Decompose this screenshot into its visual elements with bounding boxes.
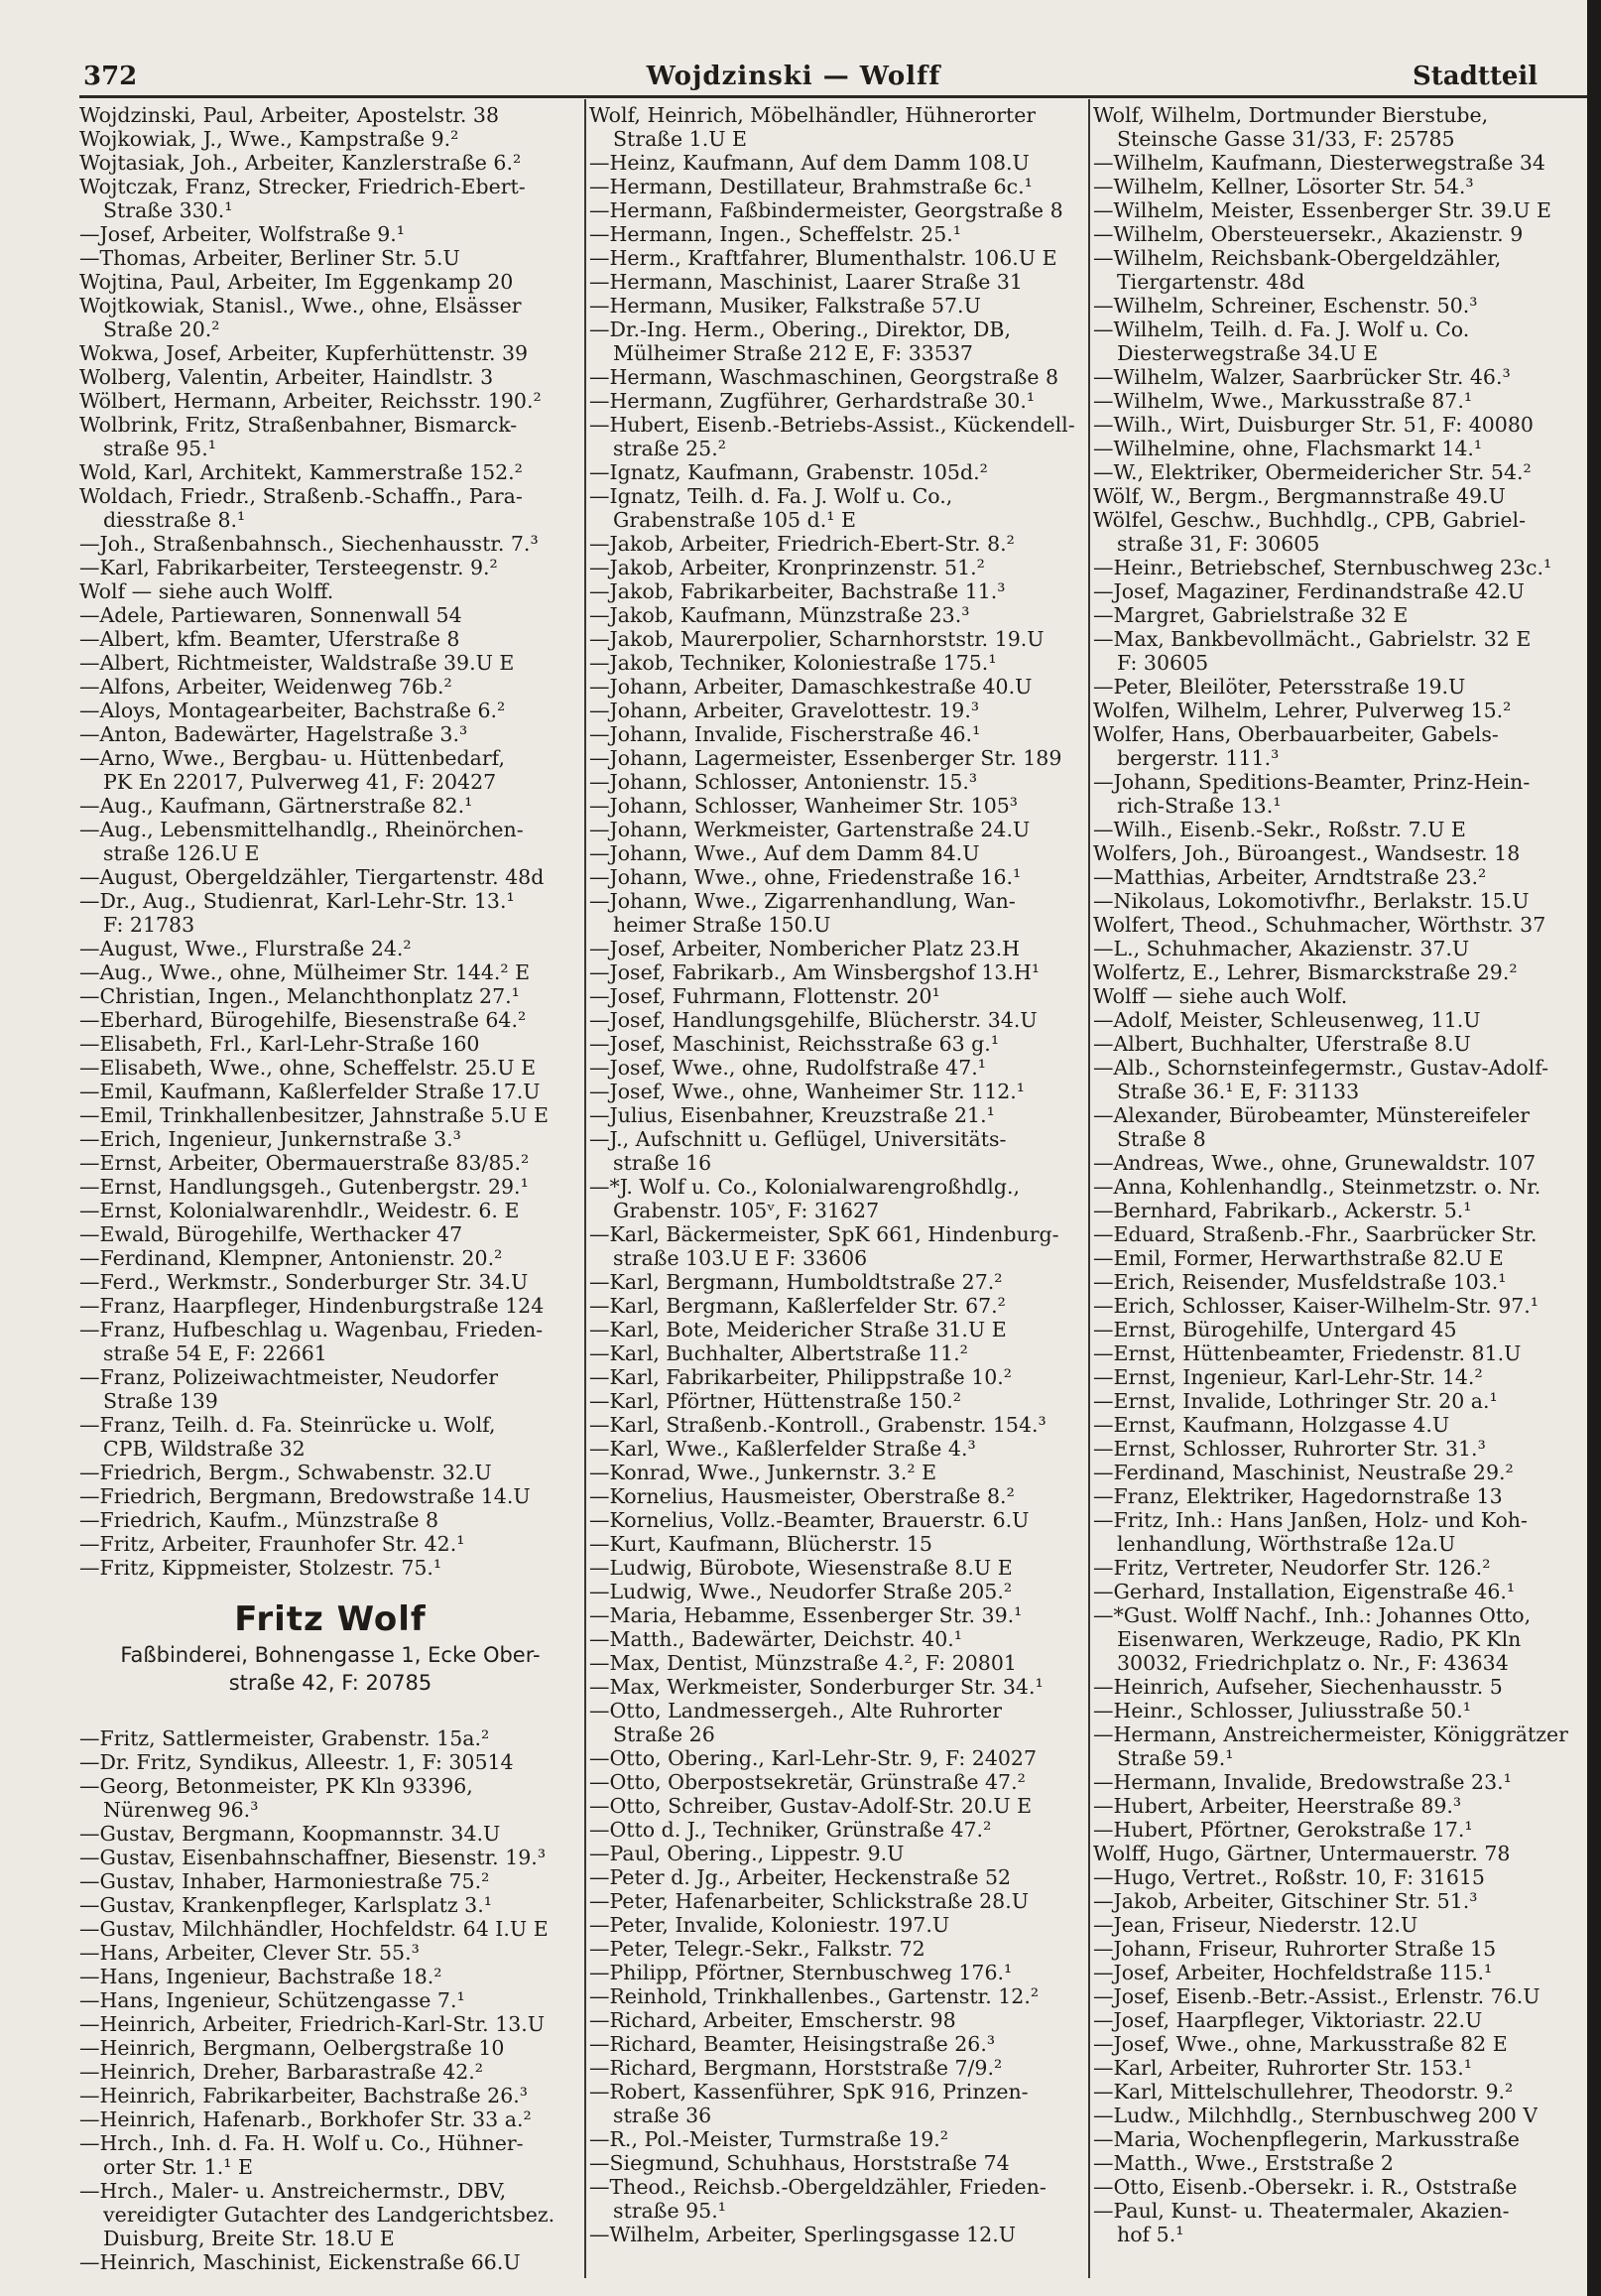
directory-entry: —Ignatz, Kaufmann, Grabenstr. 105d.² [589, 460, 988, 484]
directory-entry: —Ignatz, Teilh. d. Fa. J. Wolf u. Co., [589, 484, 953, 508]
directory-entry: —Ludwig, Wwe., Neudorfer Straße 205.² [589, 1580, 1013, 1603]
column-divider [584, 99, 586, 2278]
directory-entry: —Hugo, Vertret., Roßstr. 10, F: 31615 [1093, 1865, 1485, 1889]
ad-text-line: Faßbinderei, Bohnengasse 1, Ecke Ober- [120, 1643, 541, 1667]
directory-entry: —Josef, Eisenb.-Betr.-Assist., Erlenstr. 76.U [1093, 1984, 1540, 2008]
directory-entry: —Aug., Wwe., ohne, Mülheimer Str. 144.² E [79, 960, 531, 984]
directory-entry: —Bernhard, Fabrikarb., Ackerstr. 5.¹ [1093, 1199, 1472, 1222]
directory-entry: —Max, Dentist, Münzstraße 4.², F: 20801 [589, 1651, 1017, 1675]
directory-entry: Wojtkowiak, Stanisl., Wwe., ohne, Elsässer [79, 294, 522, 318]
directory-entry: —Alexander, Bürobeamter, Münstereifeler [1093, 1103, 1531, 1127]
directory-entry-continuation: straße 36 [613, 2104, 712, 2127]
directory-entry: —Gustav, Bergmann, Koopmannstr. 34.U [79, 1822, 501, 1846]
directory-entry: —Ernst, Schlosser, Ruhrorter Str. 31.³ [1093, 1437, 1486, 1461]
directory-entry: —Johann, Lagermeister, Essenberger Str. 189 [589, 746, 1062, 770]
page-header [0, 58, 1587, 97]
directory-entry-continuation: Straße 59.¹ [1117, 1746, 1234, 1770]
directory-entry: —Hermann, Invalide, Bredowstraße 23.¹ [1093, 1770, 1512, 1794]
directory-entry: —Heinrich, Maschinist, Eickenstraße 66.U [79, 2250, 521, 2274]
directory-entry-continuation: straße 31, F: 30605 [1117, 532, 1320, 556]
directory-entry: —Emil, Trinkhallenbesitzer, Jahnstraße 5.U E [79, 1103, 549, 1127]
page-number: 372 [83, 62, 138, 91]
directory-entry: —Herm., Kraftfahrer, Blumenthalstr. 106.U E [589, 246, 1057, 270]
book-spine [1587, 0, 1601, 2296]
directory-entry: —Richard, Arbeiter, Emscherstr. 98 [589, 2008, 956, 2032]
directory-entry: —Philipp, Pförtner, Sternbuschweg 176.¹ [589, 1961, 1013, 1984]
directory-entry: Wolfert, Theod., Schuhmacher, Wörthstr. 37 [1093, 913, 1546, 937]
directory-entry: —Heinrich, Aufseher, Siechenhausstr. 5 [1093, 1675, 1503, 1699]
directory-entry: Wölbert, Hermann, Arbeiter, Reichsstr. 190.² [79, 389, 542, 413]
directory-entry: Wold, Karl, Architekt, Kammerstraße 152.² [79, 460, 523, 484]
page-title: Wojdzinski — Wolff [646, 62, 941, 91]
directory-entry: —Friedrich, Kaufm., Münzstraße 8 [79, 1508, 439, 1532]
directory-entry: —W., Elektriker, Obermeidericher Str. 54.² [1093, 460, 1532, 484]
directory-entry: —Reinhold, Trinkhallenbes., Gartenstr. 12.² [589, 1984, 1040, 2008]
directory-column-3 [1093, 99, 1587, 2282]
directory-entry-continuation: straße 54 E, F: 22661 [103, 1341, 327, 1365]
directory-entry: —Karl, Buchhalter, Albertstraße 11.² [589, 1341, 968, 1365]
directory-entry: —R., Pol.-Meister, Turmstraße 19.² [589, 2127, 948, 2151]
directory-entry: —Karl, Bäckermeister, SpK 661, Hindenburg- [589, 1222, 1059, 1246]
directory-entry: —Dr. Fritz, Syndikus, Alleestr. 1, F: 30514 [79, 1750, 514, 1774]
directory-entry: —Aug., Lebensmittelhandlg., Rheinörchen- [79, 818, 524, 841]
directory-entry: Wölfel, Geschw., Buchhdlg., CPB, Gabriel- [1093, 508, 1527, 532]
directory-entry: —Wilh., Wirt, Duisburger Str. 51, F: 40080 [1093, 413, 1534, 437]
directory-entry-continuation: CPB, Wildstraße 32 [103, 1437, 306, 1461]
directory-entry: —Karl, Wwe., Kaßlerfelder Straße 4.³ [589, 1437, 976, 1461]
directory-entry: —Jakob, Arbeiter, Gitschiner Str. 51.³ [1093, 1889, 1478, 1913]
directory-entry: —Josef, Arbeiter, Wolfstraße 9.¹ [79, 222, 406, 246]
directory-entry: —Franz, Hufbeschlag u. Wagenbau, Frieden- [79, 1318, 544, 1341]
directory-entry: —Josef, Fuhrmann, Flottenstr. 20¹ [589, 984, 940, 1008]
directory-entry-continuation: Tiergartenstr. 48d [1117, 270, 1305, 294]
directory-entry: —Jakob, Arbeiter, Friedrich-Ebert-Str. 8.² [589, 532, 1015, 556]
directory-entry: —Ludw., Milchhdlg., Sternbuschweg 200 V [1093, 2104, 1539, 2127]
directory-entry-continuation: Eisenwaren, Werkzeuge, Radio, PK Kln [1117, 1627, 1522, 1651]
directory-entry: —Albert, Buchhalter, Uferstraße 8.U [1093, 1032, 1471, 1056]
directory-entry: —Wilhelm, Wwe., Markusstraße 87.¹ [1093, 389, 1473, 413]
directory-entry: —Fritz, Arbeiter, Fraunhofer Str. 42.¹ [79, 1532, 465, 1556]
directory-entry: —Ferdinand, Maschinist, Neustraße 29.² [1093, 1461, 1514, 1484]
directory-entry-continuation: Duisburg, Breite Str. 18.U E [103, 2227, 395, 2250]
directory-entry: —Josef, Wwe., ohne, Markusstraße 82 E [1093, 2032, 1508, 2056]
directory-entry-continuation: Grabenstraße 105 d.¹ E [613, 508, 856, 532]
directory-entry: —Alb., Schornsteinfegermstr., Gustav-Adolf- [1093, 1056, 1548, 1080]
directory-entry: —Josef, Haarpfleger, Viktoriastr. 22.U [1093, 2008, 1483, 2032]
directory-entry: —Karl, Fabrikarbeiter, Philippstraße 10.² [589, 1365, 1013, 1389]
directory-entry: —Wilhelm, Meister, Essenberger Str. 39.U E [1093, 198, 1552, 222]
ad-title: Fritz Wolf [234, 1599, 427, 1639]
directory-entry-continuation: rich-Straße 13.¹ [1117, 794, 1282, 818]
directory-entry: —Franz, Teilh. d. Fa. Steinrücke u. Wolf, [79, 1413, 496, 1437]
directory-entry-continuation: straße 16 [613, 1151, 712, 1175]
directory-entry: —Peter d. Jg., Arbeiter, Heckenstraße 52 [589, 1865, 1012, 1889]
directory-entry-continuation: hof 5.¹ [1117, 2223, 1184, 2246]
directory-entry-continuation: orter Str. 1.¹ E [103, 2155, 253, 2179]
directory-entry: —Ludwig, Bürobote, Wiesenstraße 8.U E [589, 1556, 1013, 1580]
directory-entry: Wolfertz, E., Lehrer, Bismarckstraße 29.² [1093, 960, 1518, 984]
directory-entry: —Margret, Gabrielstraße 32 E [1093, 603, 1409, 627]
column-divider [1088, 99, 1090, 2278]
directory-entry: —Josef, Wwe., ohne, Wanheimer Str. 112.¹ [589, 1080, 1026, 1103]
directory-entry-continuation: Straße 1.U E [613, 127, 747, 151]
directory-entry: —Kurt, Kaufmann, Blücherstr. 15 [589, 1532, 932, 1556]
directory-entry: —Wilhelm, Kaufmann, Diesterwegstraße 34 [1093, 151, 1545, 175]
directory-entry: —Johann, Friseur, Ruhrorter Straße 15 [1093, 1937, 1497, 1961]
directory-entry: —Ernst, Kaufmann, Holzgasse 4.U [1093, 1413, 1450, 1437]
directory-entry: Wojkowiak, J., Wwe., Kampstraße 9.² [79, 127, 459, 151]
directory-entry: —Josef, Fabrikarb., Am Winsbergshof 13.H¹ [589, 960, 1041, 984]
directory-entry: —Wilhelm, Kellner, Lösorter Str. 54.³ [1093, 175, 1474, 198]
directory-entry: —Heinrich, Bergmann, Oelbergstraße 10 [79, 2036, 505, 2060]
directory-entry: —Johann, Schlosser, Antonienstr. 15.³ [589, 770, 978, 794]
directory-entry: —Fritz, Inh.: Hans Janßen, Holz- und Koh- [1093, 1508, 1528, 1532]
directory-entry-continuation: heimer Straße 150.U [613, 913, 831, 937]
directory-entry: —Albert, kfm. Beamter, Uferstraße 8 [79, 627, 460, 651]
directory-entry: —Eduard, Straßenb.-Fhr., Saarbrücker Str. [1093, 1222, 1538, 1246]
directory-entry: —Max, Bankbevollmächt., Gabrielstr. 32 E [1093, 627, 1532, 651]
directory-entry: —Johann, Arbeiter, Gravelottestr. 19.³ [589, 699, 980, 722]
directory-entry: —Paul, Kunst- u. Theatermaler, Akazien- [1093, 2199, 1510, 2223]
directory-entry: —Kornelius, Vollz.-Beamter, Brauerstr. 6.U [589, 1508, 1030, 1532]
directory-entry: —Hermann, Faßbindermeister, Georgstraße 8 [589, 198, 1063, 222]
directory-entry: —Hermann, Ingen., Scheffelstr. 25.¹ [589, 222, 961, 246]
directory-entry: —J., Aufschnitt u. Geflügel, Universitäts- [589, 1127, 1007, 1151]
directory-entry: Wolberg, Valentin, Arbeiter, Haindlstr. 3 [79, 365, 494, 389]
directory-entry: —Kornelius, Hausmeister, Oberstraße 8.² [589, 1484, 1015, 1508]
directory-entry: —Max, Werkmeister, Sonderburger Str. 34.¹ [589, 1675, 1044, 1699]
directory-entry: —Heinrich, Hafenarb., Borkhofer Str. 33 a.² [79, 2107, 532, 2131]
directory-entry: —Johann, Speditions-Beamter, Prinz-Hein- [1093, 770, 1531, 794]
directory-entry: —Dr.-Ing. Herm., Obering., Direktor, DB, [589, 318, 1011, 341]
directory-entry: —Matthias, Arbeiter, Arndtstraße 23.² [1093, 865, 1487, 889]
directory-entry: —Joh., Straßenbahnsch., Siechenhausstr. 7.³ [79, 532, 539, 556]
directory-entry: —Konrad, Wwe., Junkernstr. 3.² E [589, 1461, 937, 1484]
directory-entry: —Gustav, Krankenpfleger, Karlsplatz 3.¹ [79, 1893, 492, 1917]
directory-entry: —Jakob, Kaufmann, Münzstraße 23.³ [589, 603, 970, 627]
directory-entry: —Josef, Arbeiter, Hochfeldstraße 115.¹ [1093, 1961, 1493, 1984]
directory-entry-continuation: F: 30605 [1117, 651, 1209, 675]
directory-entry: —Hans, Arbeiter, Clever Str. 55.³ [79, 1941, 420, 1965]
directory-entry: —Johann, Schlosser, Wanheimer Str. 105³ [589, 794, 1019, 818]
directory-entry: —Franz, Polizeiwachtmeister, Neudorfer [79, 1365, 499, 1389]
directory-entry: —Josef, Magaziner, Ferdinandstraße 42.U [1093, 579, 1525, 603]
directory-entry-continuation: Diesterwegstraße 34.U E [1117, 341, 1379, 365]
directory-entry: —Ernst, Hüttenbeamter, Friedenstr. 81.U [1093, 1341, 1522, 1365]
directory-entry: Wolfers, Joh., Büroangest., Wandsestr. 18 [1093, 841, 1521, 865]
section-label: Stadtteil [1413, 62, 1539, 91]
directory-entry-continuation: F: 21783 [103, 913, 195, 937]
directory-entry: —Nikolaus, Lokomotivfhr., Berlakstr. 15.U [1093, 889, 1530, 913]
directory-entry: —Karl, Pförtner, Hüttenstraße 150.² [589, 1389, 961, 1413]
directory-entry: —Ferdinand, Klempner, Antonienstr. 20.² [79, 1246, 503, 1270]
directory-entry: —August, Obergeldzähler, Tiergartenstr. 48d [79, 865, 545, 889]
directory-entry: —Ernst, Bürogehilfe, Untergard 45 [1093, 1318, 1457, 1341]
directory-entry: —Heinr., Betriebschef, Sternbuschweg 23c.¹ [1093, 556, 1552, 579]
directory-entry: —Jakob, Arbeiter, Kronprinzenstr. 51.² [589, 556, 985, 579]
directory-entry: —Georg, Betonmeister, PK Kln 93396, [79, 1774, 473, 1798]
directory-entry-continuation: straße 103.U E F: 33606 [613, 1246, 868, 1270]
directory-entry: —Elisabeth, Wwe., ohne, Scheffelstr. 25.U E [79, 1056, 537, 1080]
directory-entry: —Hermann, Destillateur, Brahmstraße 6c.¹ [589, 175, 1033, 198]
directory-entry: —Otto, Obering., Karl-Lehr-Str. 9, F: 24027 [589, 1746, 1038, 1770]
directory-entry: —Hermann, Maschinist, Laarer Straße 31 [589, 270, 1023, 294]
directory-entry: —Johann, Werkmeister, Gartenstraße 24.U [589, 818, 1031, 841]
directory-entry: —Johann, Arbeiter, Damaschkestraße 40.U [589, 675, 1033, 699]
directory-entry-continuation: Mülheimer Straße 212 E, F: 33537 [613, 341, 973, 365]
directory-entry: —Heinrich, Dreher, Barbarastraße 42.² [79, 2060, 484, 2084]
directory-entry: —Karl, Mittelschullehrer, Theodorstr. 9.² [1093, 2080, 1514, 2104]
directory-entry-continuation: vereidigter Gutachter des Landgerichtsbez. [103, 2203, 555, 2227]
directory-entry: —Josef, Handlungsgehilfe, Blücherstr. 34.U [589, 1008, 1038, 1032]
directory-entry: —Elisabeth, Frl., Karl-Lehr-Straße 160 [79, 1032, 480, 1056]
directory-entry: —Josef, Wwe., ohne, Rudolfstraße 47.¹ [589, 1056, 987, 1080]
directory-entry: —Erich, Ingenieur, Junkernstraße 3.³ [79, 1127, 461, 1151]
directory-entry: —Theod., Reichsb.-Obergeldzähler, Frieden- [589, 2175, 1047, 2199]
directory-entry: —Karl, Bergmann, Humboldtstraße 27.² [589, 1270, 1003, 1294]
header-rule [79, 95, 1587, 98]
directory-entry: —Maria, Hebamme, Essenberger Str. 39.¹ [589, 1603, 1023, 1627]
directory-entry: —Thomas, Arbeiter, Berliner Str. 5.U [79, 246, 460, 270]
directory-entry: Wojdzinski, Paul, Arbeiter, Apostelstr. 38 [79, 103, 499, 127]
directory-entry: —Richard, Bergmann, Horststraße 7/9.² [589, 2056, 1003, 2080]
directory-entry: —Richard, Beamter, Heisingstraße 26.³ [589, 2032, 996, 2056]
directory-entry: —Hermann, Anstreichermeister, Königgrätzer [1093, 1722, 1568, 1746]
directory-entry: —Peter, Hafenarbeiter, Schlickstraße 28.U [589, 1889, 1030, 1913]
directory-entry-continuation: Steinsche Gasse 31/33, F: 25785 [1117, 127, 1455, 151]
directory-entry: —Josef, Arbeiter, Nomberichеr Platz 23.H [589, 937, 1021, 960]
directory-entry: —Ewald, Bürogehilfe, Werthacker 47 [79, 1222, 463, 1246]
directory-entry: —Eberhard, Bürogehilfe, Biesenstraße 64.² [79, 1008, 527, 1032]
directory-entry: —Peter, Telegr.-Sekr., Falkstr. 72 [589, 1937, 925, 1961]
directory-entry: —Erich, Schlosser, Kaiser-Wilhelm-Str. 97.¹ [1093, 1294, 1539, 1318]
directory-entry: —*J. Wolf u. Co., Kolonialwarengroßhdlg., [589, 1175, 1020, 1199]
directory-entry-continuation: diesstraße 8.¹ [103, 508, 246, 532]
directory-entry: Wokwa, Josef, Arbeiter, Kupferhüttenstr. 39 [79, 341, 529, 365]
directory-entry-continuation: 30032, Friedrichplatz o. Nr., F: 43634 [1117, 1651, 1509, 1675]
directory-entry: —Maria, Wochenpflegerin, Markusstraße [1093, 2127, 1520, 2151]
directory-entry: —Hrch., Maler- u. Anstreichermstr., DBV, [79, 2179, 507, 2203]
directory-entry-continuation: Straße 36.¹ E, F: 31133 [1117, 1080, 1360, 1103]
directory-entry: —Julius, Eisenbahner, Kreuzstraße 21.¹ [589, 1103, 995, 1127]
directory-entry: —Jakob, Techniker, Koloniestraße 175.¹ [589, 651, 997, 675]
directory-entry: —Fritz, Kippmeister, Stolzestr. 75.¹ [79, 1556, 442, 1580]
directory-entry: —Josef, Maschinist, Reichsstraße 63 g.¹ [589, 1032, 1000, 1056]
directory-entry: Wolff — siehe auch Wolf. [1093, 984, 1348, 1008]
directory-entry: —Aug., Kaufmann, Gärtnerstraße 82.¹ [79, 794, 473, 818]
directory-entry: —Ernst, Handlungsgeh., Gutenbergstr. 29.¹ [79, 1175, 529, 1199]
directory-entry: —Dr., Aug., Studienrat, Karl-Lehr-Str. 13.¹ [79, 889, 515, 913]
directory-entry: —Hans, Ingenieur, Bachstraße 18.² [79, 1965, 442, 1988]
directory-entry: —Johann, Wwe., ohne, Friedenstraße 16.¹ [589, 865, 1022, 889]
directory-entry: —Otto, Landmessergeh., Alte Ruhrorter [589, 1699, 1003, 1722]
directory-entry: —Anton, Badewärter, Hagelstraße 3.³ [79, 722, 468, 746]
directory-entry: —Hans, Ingenieur, Schützengasse 7.¹ [79, 1988, 465, 2012]
directory-entry: —Wilhelmine, ohne, Flachsmarkt 14.¹ [1093, 437, 1483, 460]
directory-entry: —Franz, Haarpfleger, Hindenburgstraße 124 [79, 1294, 545, 1318]
directory-entry: —Wilhelm, Obersteuersekr., Akazienstr. 9 [1093, 222, 1524, 246]
directory-entry: —Gustav, Inhaber, Harmoniestraße 75.² [79, 1869, 490, 1893]
directory-entry: —Karl, Straßenb.-Kontroll., Grabenstr. 154.³ [589, 1413, 1047, 1437]
directory-entry: —Emil, Kaufmann, Kaßlerfelder Straße 17.U [79, 1080, 541, 1103]
directory-entry: —Ernst, Arbeiter, Obermauerstraße 83/85.² [79, 1151, 530, 1175]
directory-entry: —Heinr., Schlosser, Juliusstraße 50.¹ [1093, 1699, 1471, 1722]
directory-entry: —Heinz, Kaufmann, Auf dem Damm 108.U [589, 151, 1030, 175]
directory-entry: —Erich, Reisender, Musfeldstraße 103.¹ [1093, 1270, 1507, 1294]
directory-entry: —Peter, Bleilöter, Petersstraße 19.U [1093, 675, 1466, 699]
directory-entry-continuation: Straße 26 [613, 1722, 715, 1746]
directory-entry-continuation: Straße 8 [1117, 1127, 1206, 1151]
directory-entry: Wölf, W., Bergm., Bergmannstraße 49.U [1093, 484, 1506, 508]
directory-entry: —Hubert, Eisenb.-Betriebs-Assist., Kückendell- [589, 413, 1075, 437]
directory-entry: —Gustav, Eisenbahnschaffner, Biesenstr. 19.³ [79, 1846, 547, 1869]
directory-entry-continuation: straße 95.¹ [613, 2199, 726, 2223]
directory-entry: —Friedrich, Bergm., Schwabenstr. 32.U [79, 1461, 492, 1484]
directory-entry: —Wilhelm, Reichsbank-Obergeldzähler, [1093, 246, 1502, 270]
directory-entry-continuation: Grabenstr. 105ᵛ, F: 31627 [613, 1199, 880, 1222]
directory-entry: —Otto d. J., Techniker, Grünstraße 47.² [589, 1818, 992, 1842]
directory-entry: Wolbrink, Fritz, Straßenbahner, Bismarck- [79, 413, 518, 437]
directory-entry: Wojtina, Paul, Arbeiter, Im Eggenkamp 20 [79, 270, 514, 294]
directory-entry-continuation: Straße 20.² [103, 318, 220, 341]
directory-entry-continuation: Straße 139 [103, 1389, 218, 1413]
directory-entry: —Jakob, Fabrikarbeiter, Bachstraße 11.³ [589, 579, 1006, 603]
directory-entry: —Gerhard, Installation, Eigenstraße 46.¹ [1093, 1580, 1516, 1603]
directory-entry: Wolf, Heinrich, Möbelhändler, Hühnerorter [589, 103, 1037, 127]
directory-entry: —Emil, Former, Herwarthstraße 82.U E [1093, 1246, 1504, 1270]
directory-entry-continuation: straße 95.¹ [103, 437, 216, 460]
directory-entry: —Wilhelm, Teilh. d. Fa. J. Wolf u. Co. [1093, 318, 1470, 341]
directory-entry-continuation: straße 25.² [613, 437, 726, 460]
directory-entry: —Fritz, Sattlermeister, Grabenstr. 15a.² [79, 1726, 490, 1750]
directory-entry: —Arno, Wwe., Bergbau- u. Hüttenbedarf, [79, 746, 505, 770]
directory-entry: —Johann, Wwe., Zigarrenhandlung, Wan- [589, 889, 1016, 913]
directory-entry: —Fritz, Vertreter, Neudorfer Str. 126.² [1093, 1556, 1491, 1580]
directory-entry: —Franz, Elektriker, Hagedornstraße 13 [1093, 1484, 1503, 1508]
directory-entry: —Hermann, Zugführer, Gerhardstraße 30.¹ [589, 389, 1036, 413]
directory-entry: —Matth., Wwe., Erststraße 2 [1093, 2151, 1394, 2175]
directory-entry: —Hubert, Pförtner, Gerokstraße 17.¹ [1093, 1818, 1473, 1842]
directory-entry: —Alfons, Arbeiter, Weidenweg 76b.² [79, 675, 452, 699]
directory-entry: —Aloys, Montagearbeiter, Bachstraße 6.² [79, 699, 506, 722]
directory-entry-continuation: bergerstr. 111.³ [1117, 746, 1280, 770]
directory-entry: —Siegmund, Schuhhaus, Horststraße 74 [589, 2151, 1010, 2175]
directory-entry: Wolf, Wilhelm, Dortmunder Bierstube, [1093, 103, 1489, 127]
directory-entry: Wojtasiak, Joh., Arbeiter, Kanzlerstraße 6.² [79, 151, 522, 175]
directory-entry: —Ferd., Werkmstr., Sonderburger Str. 34.U [79, 1270, 529, 1294]
directory-entry-continuation: Straße 330.¹ [103, 198, 233, 222]
directory-entry: —Jean, Friseur, Niederstr. 12.U [1093, 1913, 1418, 1937]
directory-entry: —Albert, Richtmeister, Waldstraße 39.U E [79, 651, 515, 675]
directory-entry: —Matth., Badewärter, Deichstr. 40.¹ [589, 1627, 962, 1651]
directory-entry: —Hubert, Arbeiter, Heerstraße 89.³ [1093, 1794, 1462, 1818]
directory-entry: —Heinrich, Arbeiter, Friedrich-Karl-Str. 13.U [79, 2012, 546, 2036]
directory-entry: —Karl, Fabrikarbeiter, Tersteegenstr. 9.² [79, 556, 498, 579]
directory-entry: —Gustav, Milchhändler, Hochfeldstr. 64 I.U E [79, 1917, 549, 1941]
directory-entry: —Robert, Kassenführer, SpK 916, Prinzen- [589, 2080, 1029, 2104]
directory-entry-continuation: lenhandlung, Wörthstraße 12a.U [1117, 1532, 1456, 1556]
directory-entry: Woldach, Friedr., Straßenb.-Schaffn., Para- [79, 484, 523, 508]
directory-entry: —Johann, Invalide, Fischerstraße 46.¹ [589, 722, 981, 746]
directory-entry: —Hrch., Inh. d. Fa. H. Wolf u. Co., Hühner- [79, 2131, 524, 2155]
directory-entry: —Hermann, Musiker, Falkstraße 57.U [589, 294, 981, 318]
directory-entry: —Johann, Wwe., Auf dem Damm 84.U [589, 841, 980, 865]
directory-entry-continuation: straße 126.U E [103, 841, 260, 865]
directory-entry: —Friedrich, Bergmann, Bredowstraße 14.U [79, 1484, 531, 1508]
directory-entry: Wojtczak, Franz, Strecker, Friedrich-Ebert- [79, 175, 526, 198]
directory-entry: Wolf — siehe auch Wolff. [79, 579, 334, 603]
directory-entry: —August, Wwe., Flurstraße 24.² [79, 937, 412, 960]
directory-entry: —Otto, Schreiber, Gustav-Adolf-Str. 20.U E [589, 1794, 1033, 1818]
directory-column-2 [589, 99, 1085, 2282]
directory-entry: —Jakob, Maurerpolier, Scharnhorststr. 19.U [589, 627, 1045, 651]
directory-entry: —Adolf, Meister, Schleusenweg, 11.U [1093, 1008, 1481, 1032]
directory-entry: —Ernst, Kolonialwarenhdlr., Weidestr. 6. E [79, 1199, 520, 1222]
directory-entry: —Karl, Bergmann, Kaßlerfelder Str. 67.² [589, 1294, 1006, 1318]
directory-entry: —L., Schuhmacher, Akazienstr. 37.U [1093, 937, 1470, 960]
directory-entry: —Otto, Oberpostsekretär, Grünstraße 47.² [589, 1770, 1026, 1794]
directory-entry: —Anna, Kohlenhandlg., Steinmetzstr. o. Nr. [1093, 1175, 1541, 1199]
directory-column-1 [79, 99, 581, 2282]
directory-entry-continuation: Nürenweg 96.³ [103, 1798, 259, 1822]
directory-entry: —Wilhelm, Schreiner, Eschenstr. 50.³ [1093, 294, 1478, 318]
directory-entry: Wolfen, Wilhelm, Lehrer, Pulverweg 15.² [1093, 699, 1512, 722]
directory-entry: —Hermann, Waschmaschinen, Georgstraße 8 [589, 365, 1059, 389]
directory-entry-continuation: PK En 22017, Pulverweg 41, F: 20427 [103, 770, 497, 794]
ad-text-line: straße 42, F: 20785 [228, 1671, 432, 1695]
directory-entry: —Karl, Bote, Meidericher Straße 31.U E [589, 1318, 1007, 1341]
directory-entry: Wolfer, Hans, Oberbauarbeiter, Gabels- [1093, 722, 1499, 746]
directory-entry: —Ernst, Ingenieur, Karl-Lehr-Str. 14.² [1093, 1365, 1483, 1389]
directory-entry: —Karl, Arbeiter, Ruhrorter Str. 153.¹ [1093, 2056, 1472, 2080]
directory-entry: —Andreas, Wwe., ohne, Grunewaldstr. 107 [1093, 1151, 1537, 1175]
directory-entry: —Wilhelm, Arbeiter, Sperlingsgasse 12.U [589, 2223, 1017, 2246]
directory-entry: —*Gust. Wolff Nachf., Inh.: Johannes Otto, [1093, 1603, 1532, 1627]
directory-entry: —Wilhelm, Walzer, Saarbrücker Str. 46.³ [1093, 365, 1511, 389]
directory-entry: —Paul, Obering., Lippestr. 9.U [589, 1842, 905, 1865]
directory-entry: Wolff, Hugo, Gärtner, Untermauerstr. 78 [1093, 1842, 1511, 1865]
directory-entry: —Wilh., Eisenb.-Sekr., Roßstr. 7.U E [1093, 818, 1466, 841]
directory-entry: —Christian, Ingen., Melanchthonplatz 27.¹ [79, 984, 520, 1008]
directory-entry: —Otto, Eisenb.-Obersekr. i. R., Oststraße [1093, 2175, 1518, 2199]
directory-entry: —Peter, Invalide, Koloniestr. 197.U [589, 1913, 950, 1937]
directory-entry: —Heinrich, Fabrikarbeiter, Bachstraße 26.³ [79, 2084, 528, 2107]
directory-entry: —Ernst, Invalide, Lothringer Str. 20 a.¹ [1093, 1389, 1498, 1413]
directory-entry: —Adele, Partiewaren, Sonnenwall 54 [79, 603, 462, 627]
